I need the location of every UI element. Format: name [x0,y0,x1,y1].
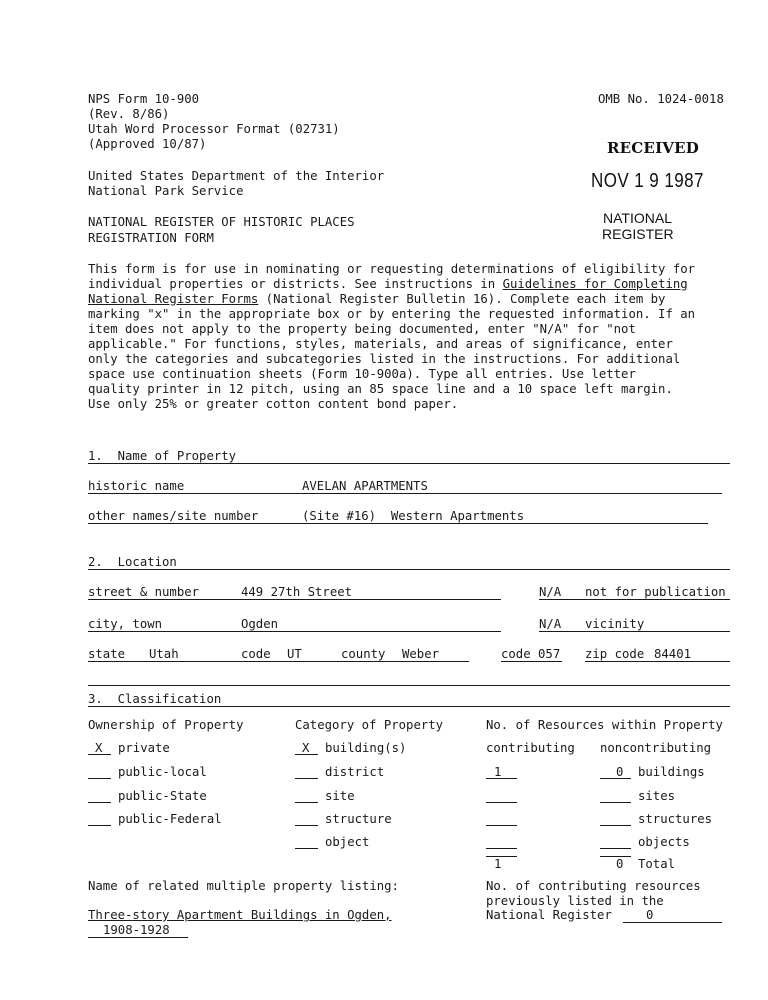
count-blank[interactable] [600,802,631,803]
street-label: street & number [88,585,200,599]
state-code-label: code [241,647,271,661]
instructions-line: This form is for use in nominating or requesting determinations of eligibility for [88,262,696,276]
multiple-listing-label: Name of related multiple property listing: [88,879,399,893]
guidelines-reference-cont: National Register Forms [88,292,259,306]
count-blank[interactable] [600,825,631,826]
previously-listed-label-2: previously listed in the [486,894,664,908]
stamp-national: NATIONAL [603,210,672,226]
street-na[interactable]: N/A [539,585,562,599]
resource-label: objects [638,835,690,849]
zip-label: zip code [585,647,645,661]
street-rule [88,599,501,600]
resource-label: buildings [638,765,705,779]
received-stamp: RECEIVED [607,139,699,157]
section1-heading: 1. Name of Property [88,449,237,463]
city-label: city, town [88,617,163,631]
contributing-total[interactable]: 1 [494,857,502,871]
instructions-line: marking "x" in the appropriate box or by entering the requested information. If an [88,307,696,321]
instructions-line: applicable." For functions, styles, materials, and areas of significance, enter [88,337,673,351]
multiple-listing-value-cont[interactable]: 1908-1928 [103,923,170,937]
resource-label: sites [638,789,676,803]
section3-top-rule [88,685,730,686]
checkbox-blank [295,754,318,755]
category-label: object [325,835,370,849]
instructions-line: National Register Forms (National Register Bulletin 16). Complete each item by [88,292,666,306]
form-revision: (Rev. 8/86) [88,107,170,121]
section2-heading: 2. Location [88,555,177,569]
checkbox-blank [295,802,318,803]
instructions-line: space use continuation sheets (Form 10-900a). Type all entries. Use letter [88,367,636,381]
omb-number: OMB No. 1024-0018 [598,92,724,106]
section3-heading: 3. Classification [88,692,222,706]
total-overline [600,856,631,857]
category-label: district [325,765,385,779]
county-code[interactable]: code 057 [501,647,561,661]
category-label: building(s) [325,741,407,755]
category-label: site [325,789,355,803]
instructions-line: only the categories and subcategories listed in the instructions. For additional [88,352,681,366]
checkbox-blank [88,754,111,755]
checkbox-blank [88,778,111,779]
form-format: Utah Word Processor Format (02731) [88,122,340,136]
checkbox-blank [88,802,111,803]
form-number: NPS Form 10-900 [88,92,200,106]
street-value[interactable]: 449 27th Street [241,585,353,599]
vicinity-label: vicinity [585,617,645,631]
previously-listed-rule [623,922,722,923]
previously-listed-label: No. of contributing resources [486,879,701,893]
ownership-mark: X [95,741,103,755]
not-for-publication-label: not for publication [585,585,726,599]
zip-rule [585,661,730,662]
previously-listed-label-3: National Register [486,908,612,922]
other-names-label: other names/site number [88,509,259,523]
form-subtitle: REGISTRATION FORM [88,231,214,245]
vicinity-rule [539,631,730,632]
instructions-line: quality printer in 12 pitch, using an 85 space line and a 10 space left margin. [88,382,673,396]
resource-label: structures [638,812,713,826]
noncontributing-count[interactable]: 0 [616,765,624,779]
form-title: NATIONAL REGISTER OF HISTORIC PLACES [88,215,355,229]
received-date: NOV 1 9 1987 [591,170,704,192]
resources-heading: No. of Resources within Property [486,718,723,732]
stamp-register: REGISTER [602,226,674,242]
state-rule [88,661,469,662]
checkbox-blank [88,825,111,826]
agency-service: National Park Service [88,184,244,198]
agency-department: United States Department of the Interior [88,169,385,183]
checkbox-blank [295,848,318,849]
total-overline [486,856,517,857]
ownership-label: public-State [118,789,207,803]
instructions-paragraph [88,262,738,412]
multiple-listing-value[interactable]: Three-story Apartment Buildings in Ogden, [88,908,392,922]
count-blank[interactable] [486,848,517,849]
contributing-heading: contributing [486,741,575,755]
count-blank [486,778,517,779]
count-blank[interactable] [486,825,517,826]
historic-name-value[interactable]: AVELAN APARTMENTS [302,479,428,493]
ownership-label: public-local [118,765,207,779]
category-heading: Category of Property [295,718,444,732]
state-value[interactable]: Utah [149,647,179,661]
city-value[interactable]: Ogden [241,617,279,631]
section2-rule [88,569,730,570]
city-na[interactable]: N/A [539,617,562,631]
other-names-rule [88,523,708,524]
count-blank[interactable] [486,802,517,803]
instructions-line: individual properties or districts. See instructions in Guidelines for Completing [88,277,688,291]
zip-value[interactable]: 84401 [654,647,692,661]
ownership-label: public-Federal [118,812,222,826]
county-code-rule [501,661,562,662]
category-mark: X [302,741,310,755]
other-names-value[interactable]: (Site #16) Western Apartments [302,509,525,523]
category-label: structure [325,812,392,826]
historic-name-rule [88,493,722,494]
ownership-heading: Ownership of Property [88,718,244,732]
instructions-line: Use only 25% or greater cotton content bond paper. [88,397,459,411]
county-label: county [341,647,386,661]
previously-listed-value[interactable]: 0 [646,908,654,922]
state-code-value[interactable]: UT [287,647,302,661]
instructions-line: item does not apply to the property being documented, enter "N/A" for "not [88,322,636,336]
contributing-count[interactable]: 1 [494,765,502,779]
ownership-label: private [118,741,170,755]
historic-name-label: historic name [88,479,185,493]
noncontributing-total[interactable]: 0 [616,857,624,871]
checkbox-blank [295,778,318,779]
count-blank [600,778,631,779]
noncontributing-heading: noncontributing [600,741,712,755]
city-rule [88,631,501,632]
state-label: state [88,647,126,661]
county-value[interactable]: Weber [402,647,440,661]
count-blank[interactable] [600,848,631,849]
section3-rule [88,706,730,707]
guidelines-reference: Guidelines for Completing [502,277,688,291]
publication-rule [539,599,730,600]
form-approval: (Approved 10/87) [88,137,207,151]
multiple-listing-rule [88,937,188,938]
section1-rule [88,463,730,464]
checkbox-blank [295,825,318,826]
resource-label: Total [638,857,676,871]
